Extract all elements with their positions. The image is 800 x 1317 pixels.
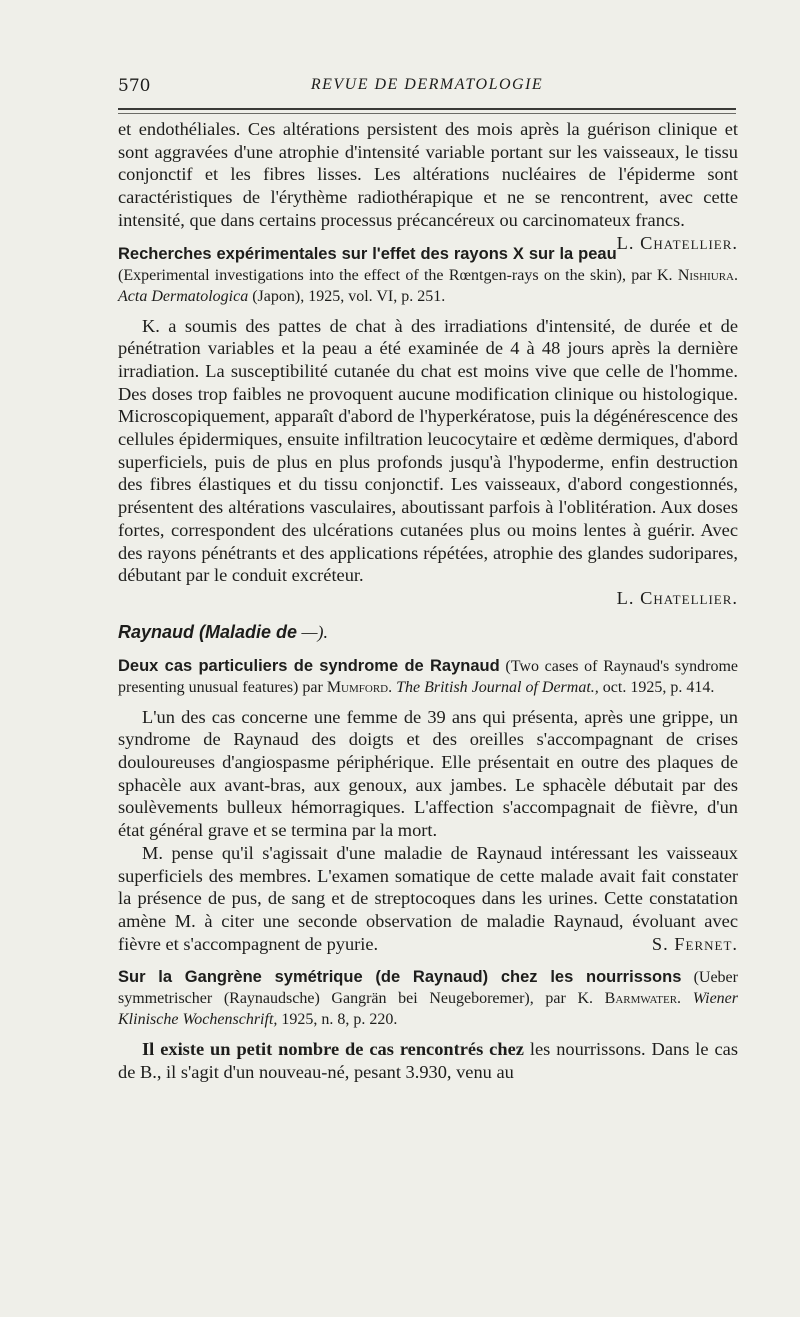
section-heading <box>118 620 738 644</box>
running-head <box>118 76 736 102</box>
reference-text: (Experimental investigations into the effect of the Rœntgen-rays on the skin), par <box>118 266 657 284</box>
article-body <box>118 1038 738 1083</box>
signature: S. Fernet. <box>651 933 738 954</box>
signature: L. Chatellier. <box>616 232 738 253</box>
journal-name: The British Journal of Dermat., <box>396 678 599 696</box>
article-body: L'un des cas concerne une femme de 39 ans qui présenta, après une grippe, un syndrome de Raynaud des doigts et des oreilles s'accompagnant de crises douloureuses d'angiospasme périphérique. Elle présentait en outre des plaques de sphacèle aux avant-bras, aux genoux, aux jambes. Le sphacèle débutait par des soulèvements bulleux hémorragiques. L'affection s'accompagnait de fièvre, d'un état général grave et se termina par la mort. <box>118 706 738 841</box>
journal-name: Acta Dermatologica <box>118 287 249 305</box>
section-heading-suffix: —). <box>297 621 329 642</box>
reference-text: (Two cases of Raynaud's syndrome presenting unusual features) par <box>118 657 739 696</box>
reference-citation: (Japon), 1925, vol. VI, p. 251. <box>248 287 446 305</box>
article-title: Sur la Gangrène symétrique (de Raynaud) chez les nourrissons <box>118 968 682 987</box>
author: K. Barmwater. <box>577 990 682 1008</box>
article-body: K. a soumis des pattes de chat à des irradiations d'intensité, de durée et de pénétration variables et la peau a été examinée de 4 à 48 jours après la dernière irradiation. La susceptibilité cutanée du chat est moins vive que celle de l'homme. Des doses trop faibles ne provoquent aucune modification clinique ou histologique. Microscopiquement, apparaît d'abord de l'hyperkératose, puis la dégénérescence des cellules épidermiques, ensuite infiltration leucocytaire et œdème dermiques, d'abord superficiels, puis de plus en plus profonds jusqu'à l'hypoderme, enfin destruction des fibres élastiques et du tissu conjonctif. Les vaisseaux, d'abord congestionnés, présentent des altérations vasculaires, aboutissant parfois à l'oblitération. Aux doses fortes, correspondent des ulcérations cutanées plus ou moins lentes à guérir. Avec des rayons pénétrants et des applications répétées, atrophie des glandes sudoripares, débutant par le conduit excréteur. <box>118 315 738 586</box>
author: Mumford. <box>326 678 393 696</box>
article-reference <box>118 656 738 698</box>
article-reference <box>118 967 738 1030</box>
article-body-continued <box>118 842 738 956</box>
article-title: Recherches expérimentales sur l'effet des rayons X sur la peau <box>118 244 617 263</box>
article-title: Deux cas particuliers de syndrome de Raynaud <box>118 656 500 675</box>
author: K. Nishiura. <box>656 266 738 284</box>
paragraph-text: M. pense qu'il s'agissait d'une maladie de Raynaud intéressant les vaisseaux superficiels des membres. L'examen somatique de cette malade avait fait constater la présence de pus, de sang et de streptocoques dans les urines. Cette constatation amène M. à citer une seconde observation de maladie Raynaud, évoluant avec fièvre et s'accompagnent de pyurie. <box>118 842 738 954</box>
body-emphasis: Il existe un petit nombre de cas rencontrés chez <box>142 1039 524 1060</box>
continued-paragraph <box>118 118 738 253</box>
section-heading-main: Raynaud (Maladie de <box>118 621 298 642</box>
signature: L. Chatellier. <box>616 587 738 608</box>
header-rule <box>118 108 736 114</box>
page-number: 570 <box>118 76 151 96</box>
reference-text: (Ueber symmetrischer (Raynaudsche) Gangrän bei Neugeboremer), par <box>118 969 738 1008</box>
page-content <box>118 118 738 1084</box>
reference-citation: oct. 1925, p. 414. <box>598 678 715 696</box>
journal-title: REVUE DE DERMATOLOGIE <box>310 76 544 93</box>
reference-citation: 1925, n. 8, p. 220. <box>277 1011 398 1029</box>
paragraph-text: les nourrissons. Dans le cas de B., il s'agit d'un nouveau-né, pesant 3.930, venu au <box>118 1039 738 1083</box>
paragraph-text: et endothéliales. Ces altérations persistent des mois après la guérison clinique et sont aggravées d'une atrophie d'intensité variable portant sur les vaisseaux, le tissu conjonctif et les fibres lisses. Les altérations nucléaires de l'épiderme sont caractéristiques de l'érythème radiothérapique et ne se rencontrent, avec cette intensité, que dans certains processus précancéreux ou carcinomateux francs. <box>118 119 738 230</box>
journal-name: Wiener Klinische Wochenschrift, <box>118 990 739 1029</box>
